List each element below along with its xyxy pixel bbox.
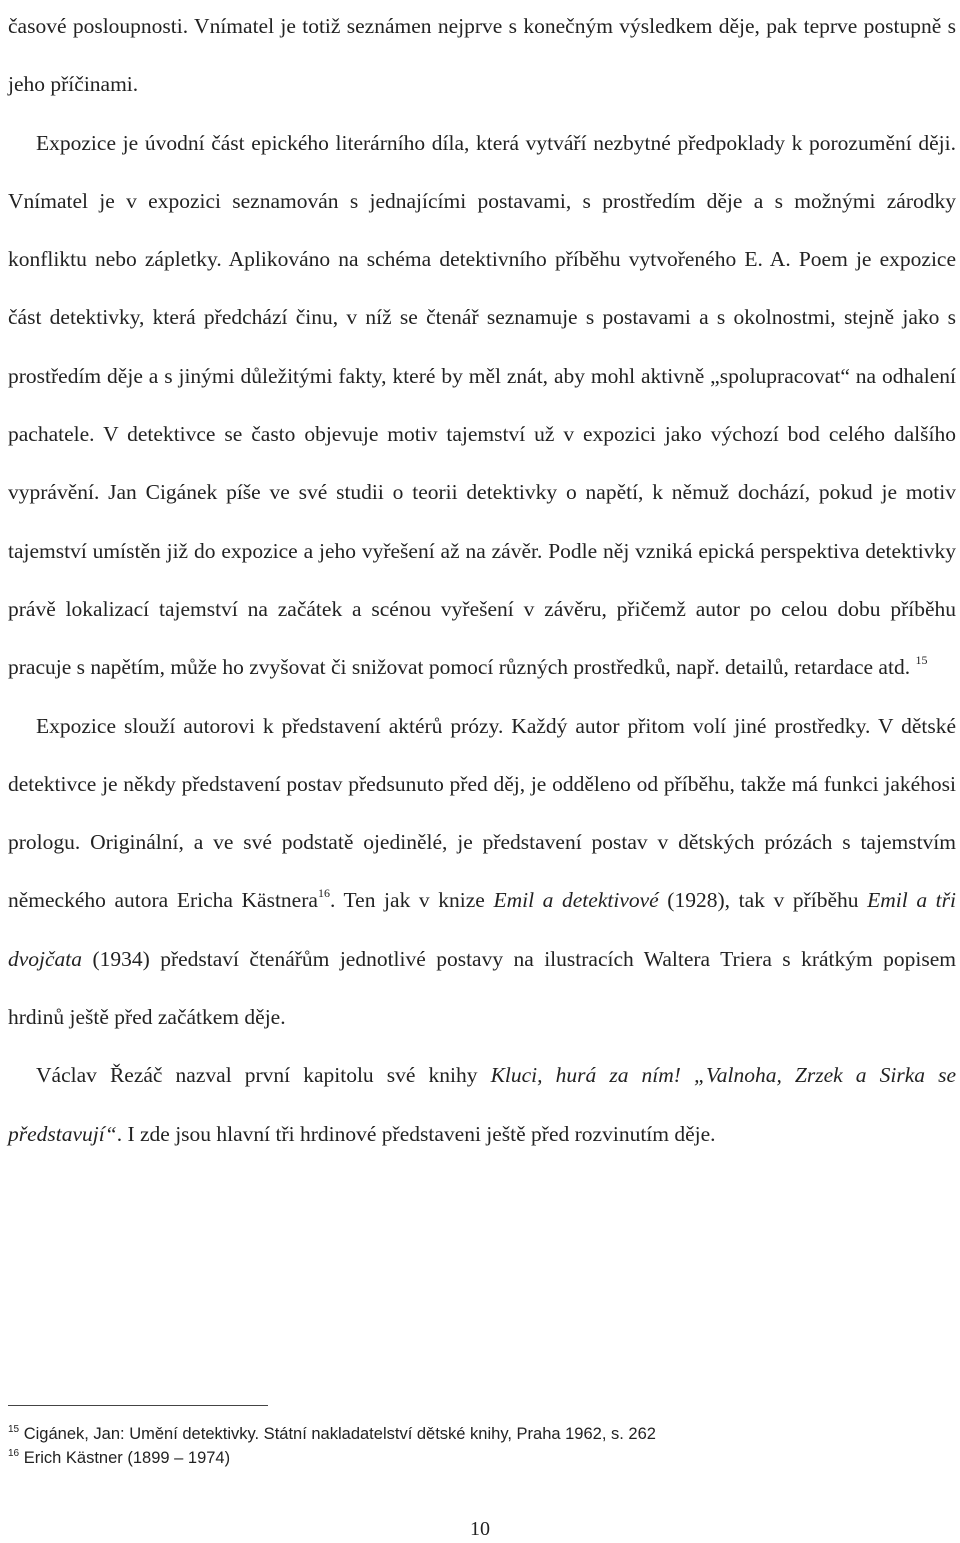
text-run: Expozice slouží autorovi k představení aktérů prózy. Každý autor přitom volí jiné prostředky. V dětské detektivce je někdy představení postav předsunuto před děj, je odděleno od příběhu, takže má funkci jakéhosi prologu. Originální, a ve své podstatě ojedinělé, je představení postav v dětských prózách s tajemstvím německého autora Ericha Kästnera (8, 713, 956, 913)
footnotes (8, 1422, 948, 1470)
footnote-text: Cigánek, Jan: Umění detektivky. Státní nakladatelství dětské knihy, Praha 1962, s. 262 (23, 1425, 656, 1443)
text-run: . Ten jak v knize (329, 888, 494, 913)
paragraph (8, 697, 956, 1047)
italic-title: Kluci, hurá za ním! (490, 1063, 681, 1088)
text-run: . I zde jsou hlavní tři hrdinové představeni ještě před rozvinutím děje. (116, 1121, 716, 1146)
footnote (8, 1422, 948, 1446)
italic-title: Emil a tři dvojčata (8, 888, 956, 971)
footnote-number: 16 (8, 1448, 20, 1459)
footnote-reference: 16 (317, 886, 330, 901)
text-run: (1934) představí čtenářům jednotlivé postavy na ilustracích Waltera Triera s krátkým popisem hrdinů ještě před začátkem děje. (8, 946, 956, 1030)
page-number: 10 (470, 1518, 490, 1540)
italic-title: „Valnoha, Zrzek a Sirka se představují“ (8, 1063, 956, 1146)
paragraph (8, 1046, 956, 1163)
text-run (681, 1063, 694, 1087)
paragraph (8, 0, 956, 114)
text-run: (1928), tak v příběhu (658, 888, 868, 913)
footnote (8, 1446, 948, 1470)
footnote-text: Erich Kästner (1899 – 1974) (23, 1449, 231, 1467)
footnote-separator (8, 1405, 268, 1406)
text-run: Expozice je úvodní část epického literárního díla, která vytváří nezbytné předpoklady k porozumění ději. Vnímatel je v expozici seznamován s jednajícími postavami, s prostředím děje a s možnými zárodky konfliktu nebo zápletky. Aplikováno na schéma detektivního příběhu vytvořeného E. A. Poem je expozice část detektivky, která předchází činu, v níž se čtenář seznamuje s postavami a s okolnostmi, stejně jako s prostředím děje a s jinými důležitými fakty, které by měl znát, aby mohl aktivně „spolupracovat“ na odhalení pachatele. V detektivce se často objevuje motiv tajemství už v expozici jako výchozí bod celého dalšího vyprávění. Jan Cigánek píše ve své studii o teorii detektivky o napětí, k němuž dochází, pokud je motiv tajemství umístěn již do expozice a jeho vyřešení až na závěr. Podle něj vzniká epická perspektiva detektivky právě lokalizací tajemství na začátek a scénou vyřešení v závěru, přičemž autor po celou dobu příběhu pracuje s napětím, může ho zvyšovat či snižovat pomocí různých prostředků, např. detailů, retardace atd. (8, 130, 956, 680)
footnote-number: 15 (8, 1424, 20, 1435)
body-text (8, 0, 956, 1163)
text-run: Václav Řezáč nazval první kapitolu své knihy (36, 1063, 491, 1088)
text-run: časové posloupnosti. Vnímatel je totiž seznámen nejprve s konečným výsledkem děje, pak teprve postupně s jeho příčinami. (8, 14, 956, 97)
footnote-reference: 15 (915, 653, 928, 668)
paragraph (8, 114, 956, 697)
italic-title: Emil a detektivové (493, 888, 659, 913)
